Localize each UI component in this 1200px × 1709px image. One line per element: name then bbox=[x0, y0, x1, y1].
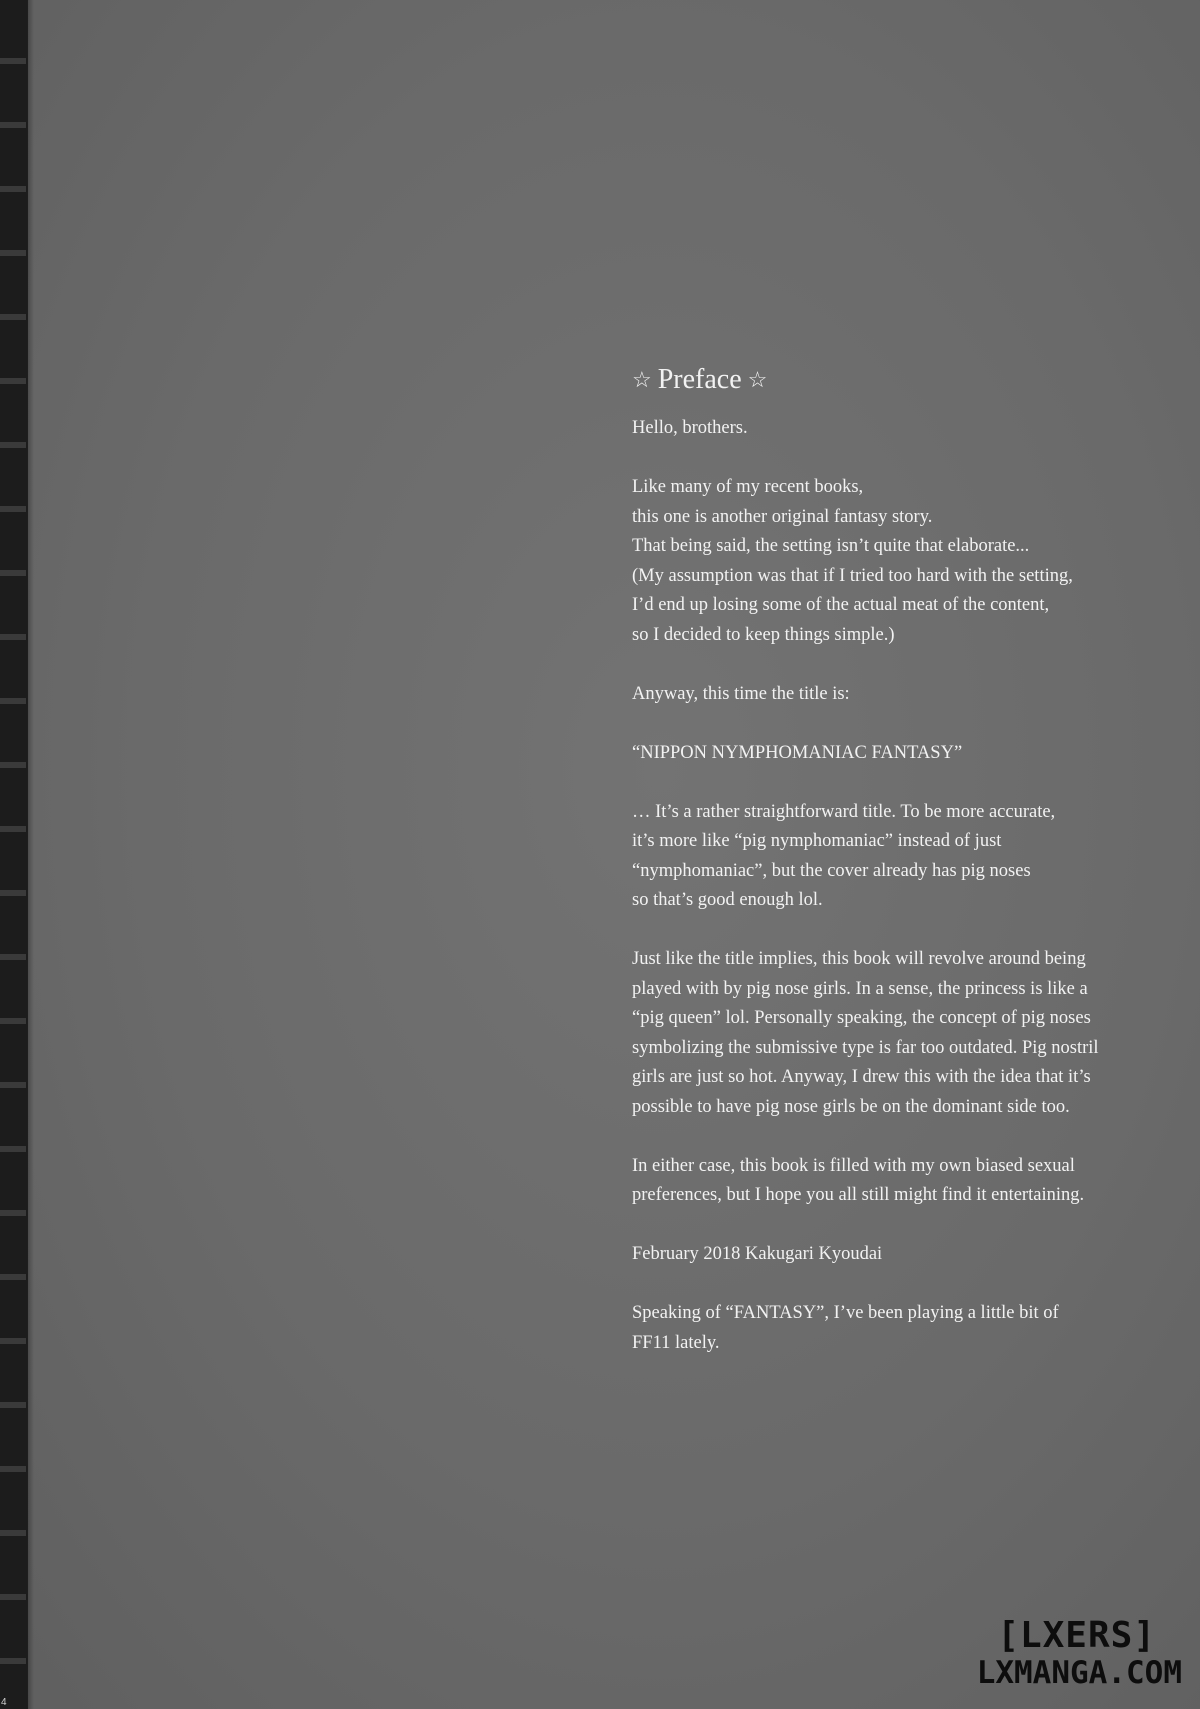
preface-line: played with by pig nose girls. In a sense, the princess is like a bbox=[632, 978, 1088, 999]
preface-line: “nymphomaniac”, but the cover already has pig noses bbox=[632, 860, 1031, 881]
preface-line: Like many of my recent books, bbox=[632, 477, 864, 497]
preface-line: this one is another original fantasy story. bbox=[632, 506, 933, 527]
star-icon-right: ☆ bbox=[747, 367, 768, 392]
preface-paragraph bbox=[632, 945, 1152, 1122]
preface-line: so I decided to keep things simple.) bbox=[632, 624, 895, 645]
preface-line: That being said, the setting isn’t quite that elaborate... bbox=[632, 536, 1030, 556]
preface-line: Anyway, this time the title is: bbox=[632, 683, 850, 704]
preface-paragraph bbox=[632, 1152, 1152, 1211]
preface-paragraph bbox=[632, 473, 1152, 650]
page-number: 4 bbox=[1, 1697, 7, 1708]
preface-paragraph bbox=[632, 1240, 1152, 1270]
preface-line: Hello, brothers. bbox=[632, 418, 748, 438]
star-icon-left: ☆ bbox=[632, 367, 652, 392]
preface-body bbox=[632, 414, 1152, 1358]
preface-line: In either case, this book is filled with my own biased sexual bbox=[632, 1155, 1075, 1176]
preface-line: I’d end up losing some of the actual meat of the content, bbox=[632, 595, 1050, 615]
preface-line: (My assumption was that if I tried too hard with the setting, bbox=[632, 565, 1073, 586]
preface-line: … It’s a rather straightforward title. To be more accurate, bbox=[632, 801, 1056, 822]
preface-paragraph bbox=[632, 680, 1152, 710]
preface-line: preferences, but I hope you all still might find it entertaining. bbox=[632, 1185, 1085, 1205]
watermark-site: LXMANGA.COM bbox=[976, 1655, 1182, 1691]
preface-paragraph bbox=[632, 798, 1152, 916]
watermark bbox=[976, 1615, 1182, 1691]
preface-title-text: Preface bbox=[657, 364, 742, 395]
preface-line: symbolizing the submissive type is far too outdated. Pig nostril bbox=[632, 1037, 1099, 1058]
preface-line: possible to have pig nose girls be on the dominant side too. bbox=[632, 1096, 1070, 1117]
preface-line: girls are just so hot. Anyway, I drew this with the idea that it’s bbox=[632, 1067, 1091, 1087]
preface-line: Just like the title implies, this book will revolve around being bbox=[632, 949, 1086, 969]
preface-text-block bbox=[632, 362, 1152, 1388]
preface-paragraph bbox=[632, 739, 1152, 769]
watermark-group-name: [LXERS] bbox=[997, 1615, 1156, 1656]
binding-edge bbox=[0, 0, 28, 1709]
preface-line: so that’s good enough lol. bbox=[632, 890, 823, 910]
preface-title bbox=[632, 362, 1152, 398]
preface-line: “pig queen” lol. Personally speaking, the concept of pig noses bbox=[632, 1008, 1091, 1028]
preface-line: “NIPPON NYMPHOMANIAC FANTASY” bbox=[632, 742, 963, 763]
preface-paragraph bbox=[632, 1299, 1152, 1358]
preface-paragraph bbox=[632, 414, 1152, 444]
preface-line: February 2018 Kakugari Kyoudai bbox=[632, 1244, 883, 1264]
preface-line: it’s more like “pig nymphomaniac” instead of just bbox=[632, 831, 1002, 851]
preface-line: FF11 lately. bbox=[632, 1332, 720, 1353]
preface-line: Speaking of “FANTASY”, I’ve been playing a little bit of bbox=[632, 1303, 1059, 1323]
